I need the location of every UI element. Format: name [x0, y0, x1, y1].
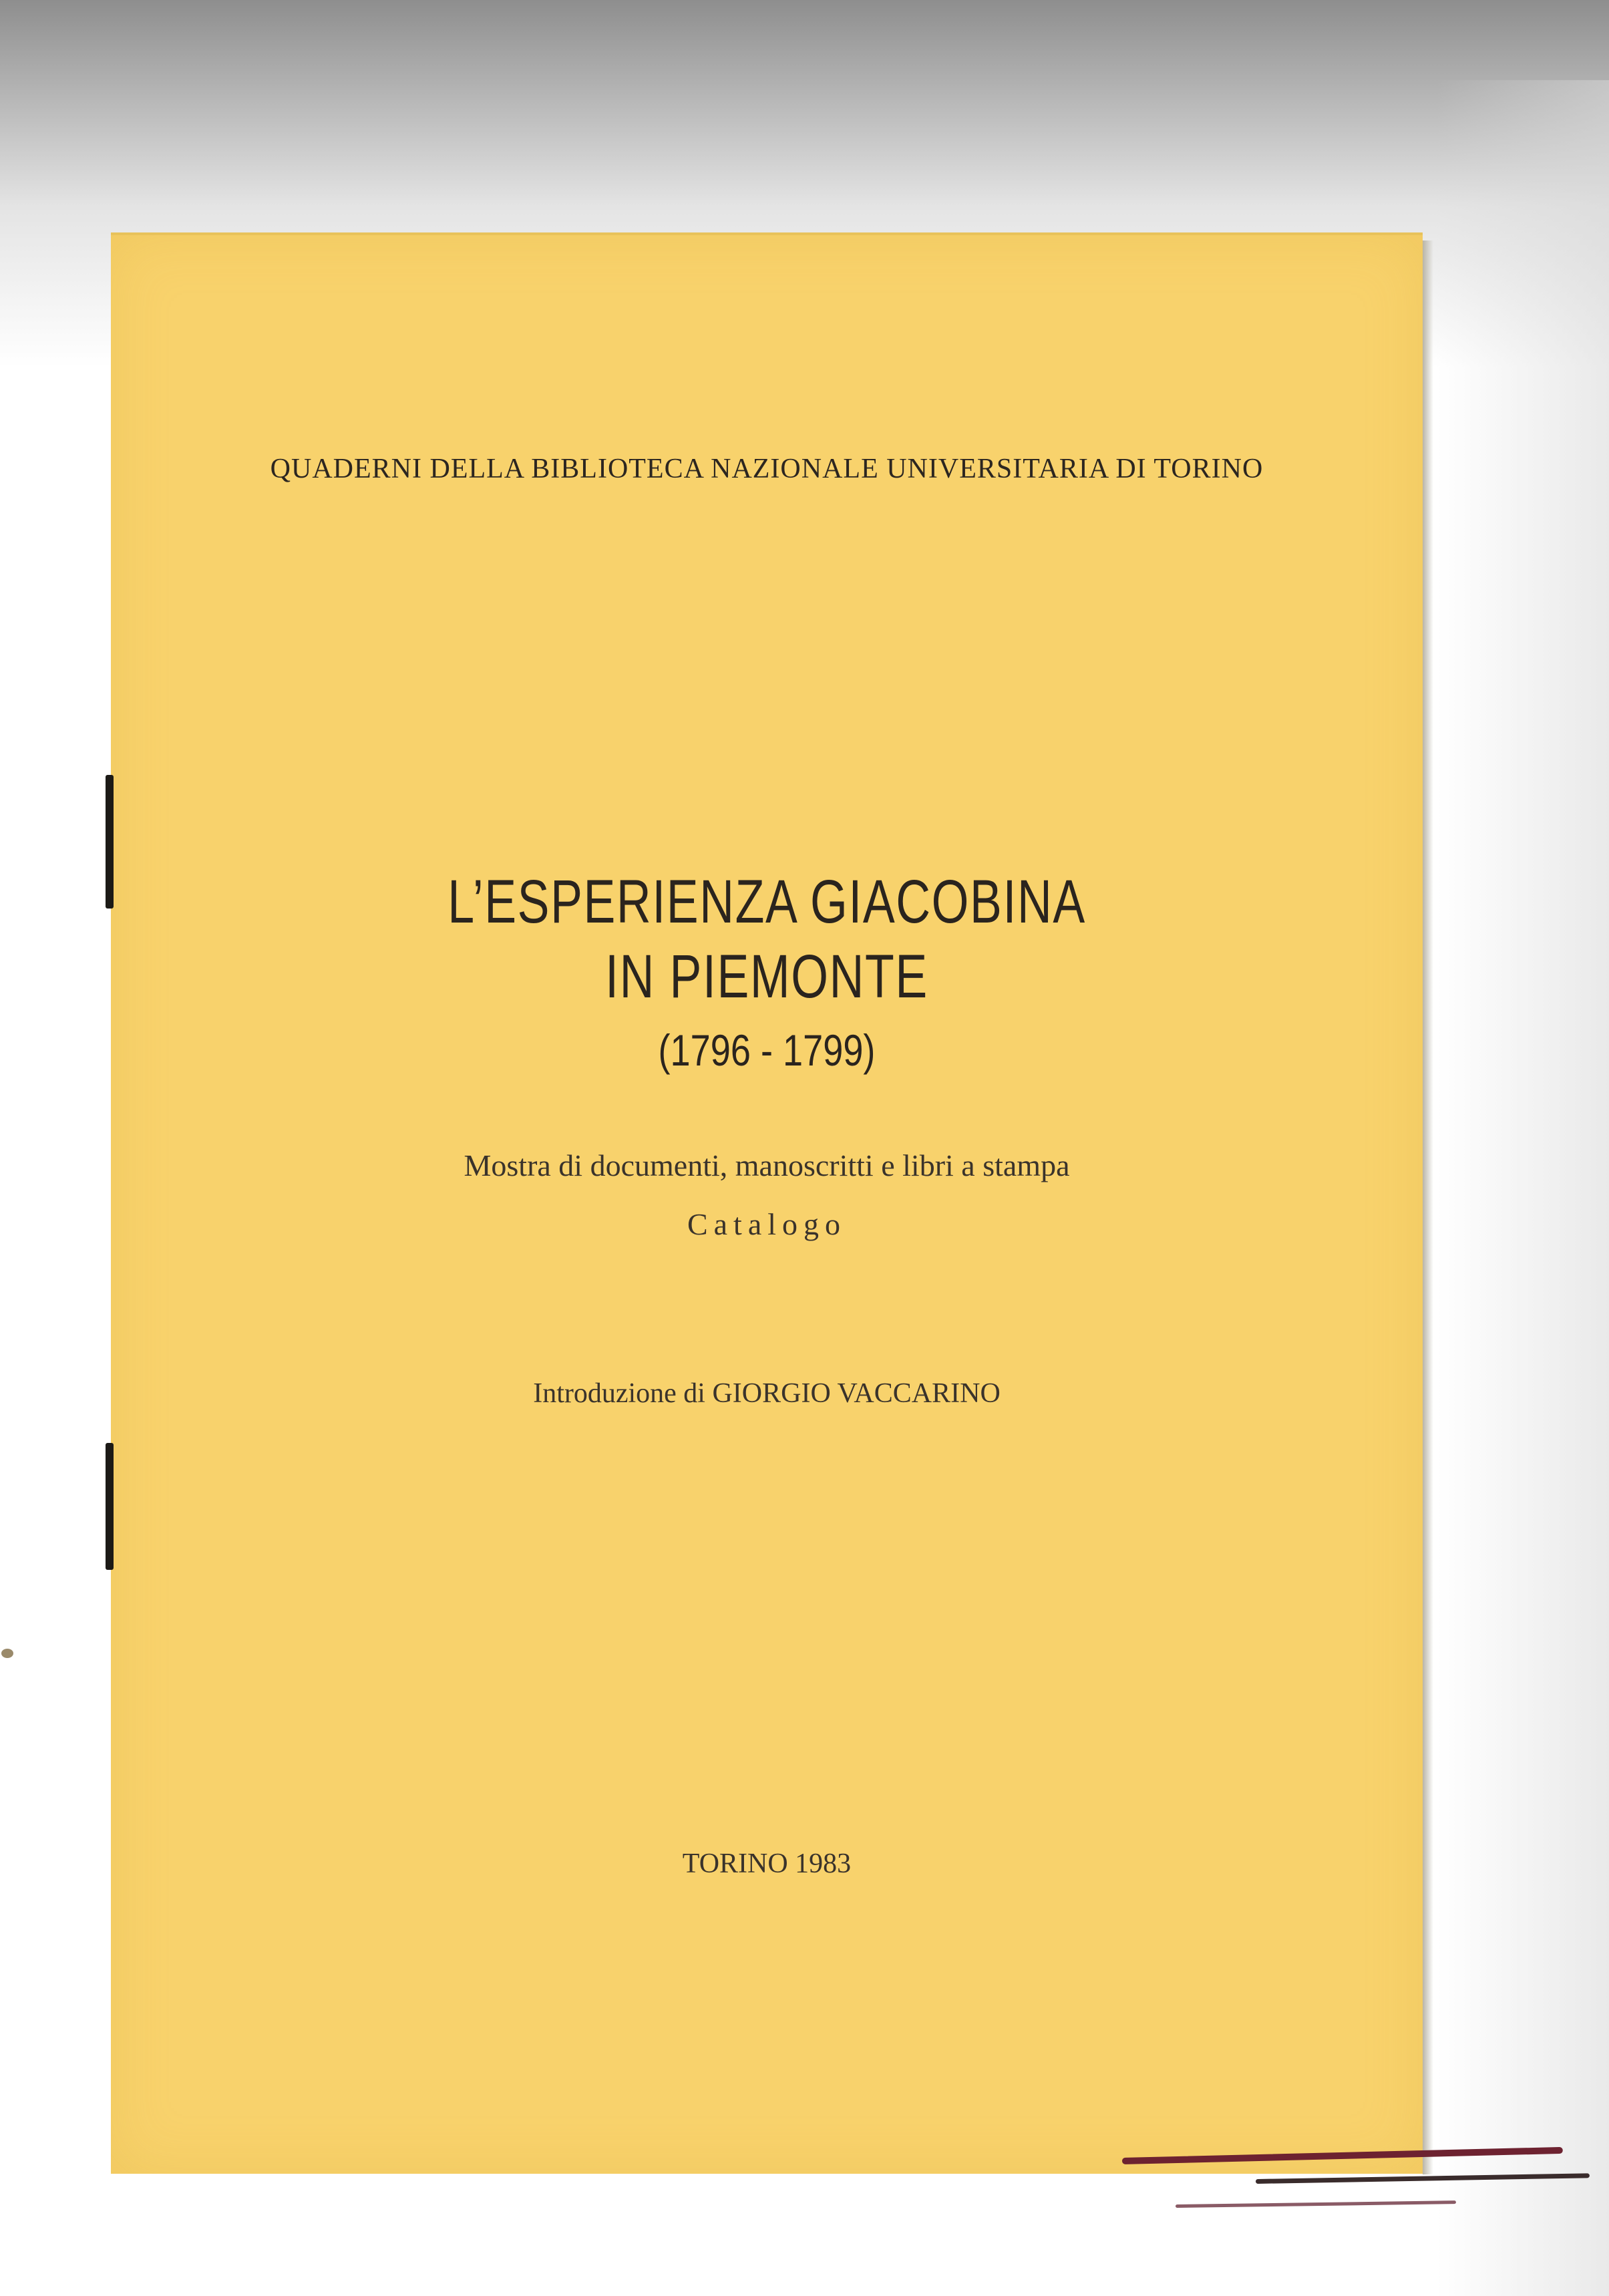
book-title-line-2: IN PIEMONTE — [605, 943, 928, 1011]
catalog-label: Catalogo — [687, 1207, 847, 1241]
series-title: QUADERNI DELLA BIBLIOTECA NAZIONALE UNIVERSITARIA DI TORINO — [270, 454, 1264, 484]
place-and-year: TORINO 1983 — [682, 1848, 852, 1879]
introduction-credit: Introduzione di GIORGIO VACCARINO — [533, 1378, 1001, 1409]
subtitle: Mostra di documenti, manoscritti e libri a stampa — [464, 1148, 1070, 1182]
backdrop-shade — [1436, 80, 1609, 2296]
date-range: (1796 - 1799) — [658, 1025, 876, 1075]
binding-staple-top — [106, 775, 114, 909]
cover-right-edge-shadow — [1423, 240, 1433, 2174]
book-cover — [111, 235, 1423, 2174]
dust-mark — [1, 1649, 13, 1658]
book-title-line-1: L’ESPERIENZA GIACOBINA — [448, 868, 1086, 936]
binding-staple-bottom — [106, 1443, 114, 1570]
